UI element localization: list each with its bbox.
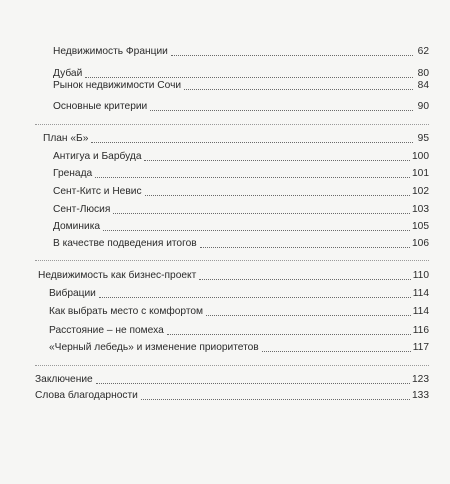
toc-entry-title: Антигуа и Барбуда: [53, 151, 142, 162]
toc-entry: [53, 46, 429, 58]
toc-leader-dots: [171, 55, 413, 56]
toc-heading: [35, 390, 429, 402]
toc-entry: [53, 238, 429, 250]
toc-leader-dots: [103, 230, 410, 231]
toc-entry-title: Сент-Люсия: [53, 204, 111, 215]
toc-heading-page: 95: [417, 133, 429, 144]
toc-leader-dots: [200, 247, 410, 248]
toc-leader-dots: [144, 160, 410, 161]
toc-heading: [43, 133, 429, 145]
toc-entry-page: 101: [412, 168, 429, 179]
toc-entry: [53, 186, 429, 198]
toc-leader-dots: [96, 383, 410, 384]
toc-entry: [49, 288, 429, 300]
toc-entry-page: 102: [412, 186, 429, 197]
toc-heading-page: 123: [412, 374, 429, 385]
toc-entry-title: Доминика: [53, 221, 101, 232]
toc-entry-title: В качестве подведения итогов: [53, 238, 197, 249]
toc-entry-title: Рынок недвижимости Сочи: [53, 80, 182, 91]
toc-leader-dots: [85, 77, 413, 78]
toc-heading-title: План «Б»: [43, 133, 89, 144]
toc-entry-page: 114: [412, 288, 429, 299]
toc-entry: [49, 325, 429, 337]
section-divider: [35, 260, 429, 261]
toc-leader-dots: [99, 297, 411, 298]
toc-heading: [35, 374, 429, 386]
toc-entry-page: 114: [412, 306, 429, 317]
toc-entry: [49, 342, 429, 354]
toc-leader-dots: [206, 315, 411, 316]
toc-leader-dots: [113, 213, 410, 214]
toc-entry-page: 84: [417, 80, 429, 91]
toc-entry-page: 100: [412, 151, 429, 162]
toc-leader-dots: [141, 399, 410, 400]
toc-entry-title: Дубай: [53, 68, 83, 79]
toc-entry: [53, 221, 429, 233]
toc-entry: [53, 151, 429, 163]
toc-heading-page: 110: [412, 270, 429, 281]
toc-leader-dots: [184, 89, 413, 90]
toc-leader-dots: [145, 195, 410, 196]
toc-entry-title: Основные критерии: [53, 101, 148, 112]
toc-entry-page: 80: [417, 68, 429, 79]
toc-entry: [53, 168, 429, 180]
toc-entry: [49, 306, 429, 318]
toc-leader-dots: [95, 177, 410, 178]
toc-heading-page: 133: [412, 390, 429, 401]
toc-entry-title: «Черный лебедь» и изменение приоритетов: [49, 342, 259, 353]
toc-leader-dots: [167, 334, 411, 335]
toc-entry-page: 117: [412, 342, 429, 353]
toc-entry-page: 62: [417, 46, 429, 57]
toc-entry-page: 105: [412, 221, 429, 232]
section-divider: [35, 365, 429, 366]
toc-entry: [53, 204, 429, 216]
toc-heading: [38, 270, 429, 282]
toc-leader-dots: [199, 279, 410, 280]
toc-heading-title: Недвижимость как бизнес-проект: [38, 270, 197, 281]
toc-entry-title: Расстояние – не помеха: [49, 325, 164, 336]
toc-entry-title: Сент-Китс и Невис: [53, 186, 142, 197]
toc-heading-title: Слова благодарности: [35, 390, 138, 401]
toc-leader-dots: [262, 351, 411, 352]
toc-entry: [53, 68, 429, 80]
toc-entry-title: Вибрации: [49, 288, 96, 299]
toc-leader-dots: [150, 110, 413, 111]
section-divider: [35, 124, 429, 125]
toc-leader-dots: [91, 142, 413, 143]
toc-entry-page: 116: [412, 325, 429, 336]
toc-entry-title: Гренада: [53, 168, 93, 179]
toc-entry-title: Недвижимость Франции: [53, 46, 168, 57]
toc-entry-page: 106: [412, 238, 429, 249]
toc-entry: [53, 101, 429, 113]
toc-entry-page: 90: [417, 101, 429, 112]
toc-entry: [53, 80, 429, 92]
toc-heading-title: Заключение: [35, 374, 93, 385]
toc-entry-page: 103: [412, 204, 429, 215]
toc-entry-title: Как выбрать место с комфортом: [49, 306, 204, 317]
